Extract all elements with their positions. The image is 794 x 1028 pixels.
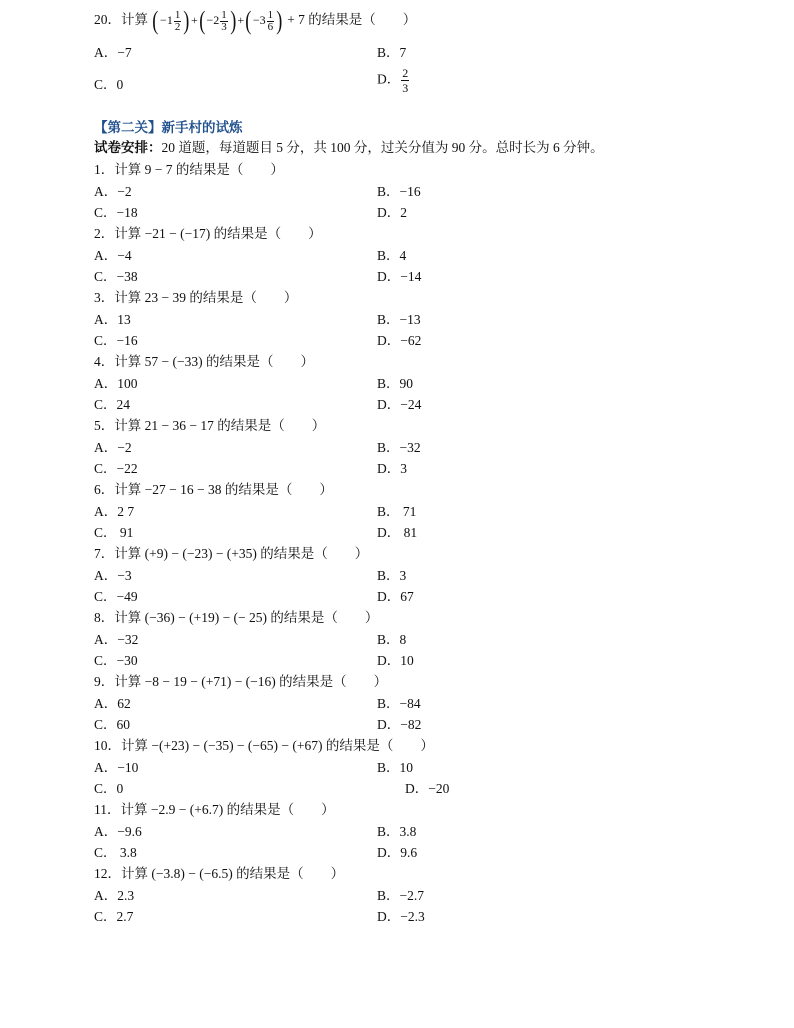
option-c[interactable]: C．60 <box>94 717 131 732</box>
term1-num: 1 <box>174 8 181 21</box>
question-stem: 10．计算 −(+23) − (−35) − (−65) − (+67) 的结果是（ ） <box>94 738 434 753</box>
option-d[interactable]: D．−62 <box>377 333 422 348</box>
question-stem: 1．计算 9 − 7 的结果是（ ） <box>94 162 284 177</box>
term3-int: −3 <box>252 13 266 28</box>
option-c[interactable]: C．−49 <box>94 589 138 604</box>
paren-open: ( <box>245 6 252 35</box>
term2-int: −2 <box>206 13 220 28</box>
option-d[interactable]: D． 81 <box>377 525 418 540</box>
option-b[interactable]: B．3.8 <box>377 824 417 839</box>
q20-option-a[interactable]: A．−7 <box>94 45 132 60</box>
option-a[interactable]: A．2 7 <box>94 504 135 519</box>
option-d[interactable]: D．67 <box>377 589 414 604</box>
option-c[interactable]: C． 91 <box>94 525 134 540</box>
option-c[interactable]: C． 3.8 <box>94 845 137 860</box>
option-c[interactable]: C．24 <box>94 397 131 412</box>
term1-int: −1 <box>160 13 173 28</box>
question-stem: 7．计算 (+9) − (−23) − (+35) 的结果是（ ） <box>94 546 369 561</box>
question-stem: 3．计算 23 − 39 的结果是（ ） <box>94 290 298 305</box>
term3-num: 1 <box>267 8 274 21</box>
term3-den: 6 <box>267 20 274 33</box>
paren-open: ( <box>152 6 159 35</box>
option-c[interactable]: C．−22 <box>94 461 138 476</box>
option-c[interactable]: C．−38 <box>94 269 138 284</box>
option-a[interactable]: A．13 <box>94 312 131 327</box>
paren-open: ( <box>199 6 206 35</box>
option-b[interactable]: B．8 <box>377 632 407 647</box>
option-b[interactable]: B．−84 <box>377 696 421 711</box>
q20-option-d-fraction <box>401 66 409 95</box>
option-a[interactable]: A．−2 <box>94 184 132 199</box>
option-b[interactable]: B．−13 <box>377 312 421 327</box>
term1-den: 2 <box>174 20 181 33</box>
term1-fraction <box>174 10 182 33</box>
plus-sign: + <box>191 13 198 28</box>
term2-num: 1 <box>221 8 227 21</box>
option-a[interactable]: A．−2 <box>94 440 132 455</box>
question-20-prefix: 20．计算 <box>94 12 148 28</box>
option-c[interactable]: C．−30 <box>94 653 138 668</box>
intro-label: 试卷安排： <box>94 140 162 156</box>
paren-close: ) <box>230 6 237 35</box>
option-d[interactable]: D．9.6 <box>377 845 418 860</box>
question-stem: 11．计算 −2.9 − (+6.7) 的结果是（ ） <box>94 802 335 817</box>
option-d[interactable]: D．3 <box>377 461 407 476</box>
section-intro <box>94 136 604 156</box>
term2-fraction <box>220 10 228 33</box>
option-b[interactable]: B．90 <box>377 376 414 391</box>
term3-fraction <box>267 10 275 33</box>
question-stem: 9．计算 −8 − 19 − (+71) − (−16) 的结果是（ ） <box>94 674 388 689</box>
question-stem: 2．计算 −21 − (−17) 的结果是（ ） <box>94 226 322 241</box>
option-c[interactable]: C．−18 <box>94 205 138 220</box>
option-b[interactable]: B．−2.7 <box>377 888 424 903</box>
option-d[interactable]: D．−20 <box>405 781 450 796</box>
q20-option-b[interactable]: B．7 <box>377 45 407 60</box>
option-a[interactable]: A．−4 <box>94 248 132 263</box>
q20-option-d-label: D． <box>377 71 401 87</box>
plus-sign: + <box>237 13 245 28</box>
option-d[interactable]: D．−24 <box>377 397 422 412</box>
term2-den: 3 <box>221 20 227 33</box>
question-stem: 12．计算 (−3.8) − (−6.5) 的结果是（ ） <box>94 866 345 881</box>
option-b[interactable]: B． 71 <box>377 504 417 519</box>
option-b[interactable]: B．4 <box>377 248 407 263</box>
question-stem: 6．计算 −27 − 16 − 38 的结果是（ ） <box>94 482 333 497</box>
intro-text: 20 道题，每道题目 5 分，共 100 分，过关分值为 90 分。总时长为 6 分钟。 <box>161 140 604 155</box>
q20-d-den: 3 <box>402 81 409 95</box>
question-20-tail: + 7 的结果是（ ） <box>287 12 417 28</box>
option-a[interactable]: A．−3 <box>94 568 132 583</box>
q20-option-c[interactable]: C．0 <box>94 77 124 92</box>
option-a[interactable]: A．−9.6 <box>94 824 142 839</box>
option-a[interactable]: A．62 <box>94 696 131 711</box>
option-b[interactable]: B．3 <box>377 568 407 583</box>
option-d[interactable]: D．10 <box>377 653 414 668</box>
question-stem: 8．计算 (−36) − (+19) − (− 25) 的结果是（ ） <box>94 610 379 625</box>
option-a[interactable]: A．−10 <box>94 760 139 775</box>
option-a[interactable]: A．100 <box>94 376 138 391</box>
option-d[interactable]: D．−14 <box>377 269 422 284</box>
section-title: 【第二关】新手村的试炼 <box>94 120 243 136</box>
q20-d-num: 2 <box>402 66 409 80</box>
option-b[interactable]: B．10 <box>377 760 414 775</box>
q20-option-d[interactable] <box>377 66 410 95</box>
option-a[interactable]: A．−32 <box>94 632 139 647</box>
question-20-stem <box>94 6 416 36</box>
paren-close: ) <box>183 6 190 35</box>
option-c[interactable]: C．0 <box>94 781 124 796</box>
option-c[interactable]: C．−16 <box>94 333 138 348</box>
option-d[interactable]: D．−2.3 <box>377 909 425 924</box>
option-d[interactable]: D．2 <box>377 205 407 220</box>
paren-close: ) <box>276 6 283 35</box>
option-b[interactable]: B．−16 <box>377 184 421 199</box>
question-stem: 4．计算 57 − (−33) 的结果是（ ） <box>94 354 314 369</box>
option-c[interactable]: C．2.7 <box>94 909 134 924</box>
option-b[interactable]: B．−32 <box>377 440 421 455</box>
question-stem: 5．计算 21 − 36 − 17 的结果是（ ） <box>94 418 326 433</box>
option-a[interactable]: A．2.3 <box>94 888 135 903</box>
option-d[interactable]: D．−82 <box>377 717 422 732</box>
